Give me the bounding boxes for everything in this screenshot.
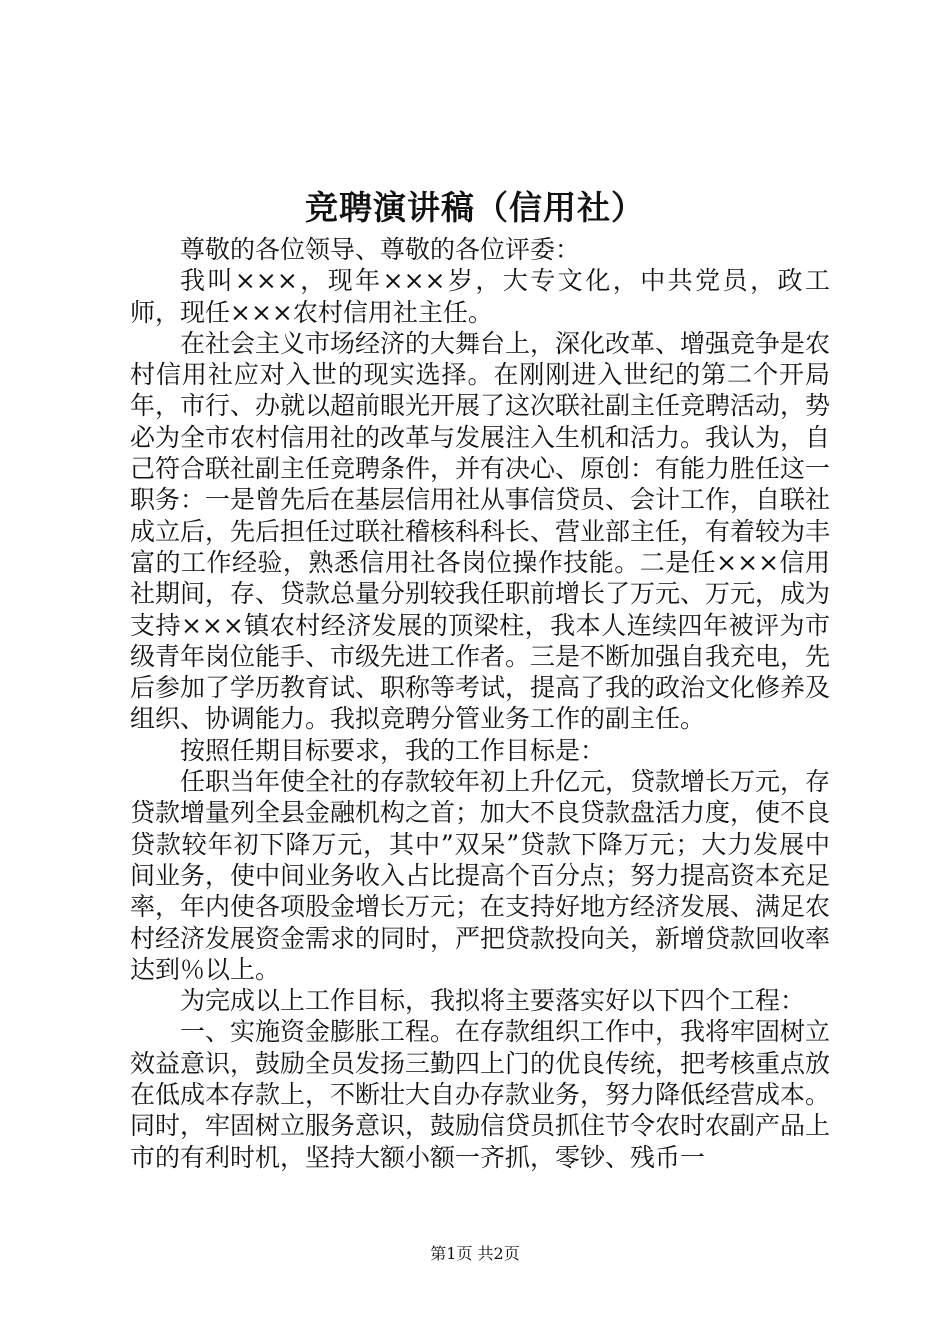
page-number-footer: 第1页 共2页 [430, 1244, 520, 1263]
document-title: 竞聘演讲稿（信用社） [305, 188, 645, 227]
qualifications-paragraph: 在社会主义市场经济的大舞台上，深化改革、增强竞争是农村信用社应对入世的现实选择。在刚刚进入世纪的第二个开局年，市行、办就以超前眼光开展了这次联社副主任竞聘活动，势必为全市农村信用社的改革与发展注入生机和活力。我认为，自己符合联社副主任竞聘条件，并有决心、原创：有能力胜任这一职务：一是曾先后在基层信用社从事信贷员、会计工作，自联社成立后，先后担任过联社稽核科科长、营业部主任，有着较为丰富的工作经验，熟悉信用社各岗位操作技能。二是任×××信用社期间，存、贷款总量分别较我任职前增长了万元、万元，成为支持×××镇农村经济发展的顶梁柱，我本人连续四年被评为市级青年岗位能手、市级先进工作者。三是不断加强自我充电，先后参加了学历教育试、职称等考试，提高了我的政治文化修养及组织、协调能力。我拟竞聘分管业务工作的副主任。 [130, 328, 831, 734]
project-one-paragraph: 一、实施资金膨胀工程。在存款组织工作中，我将牢固树立效益意识，鼓励全员发扬三勤四上门的优良传统，把考核重点放在低成本存款上，不断壮大自办存款业务，努力降低经营成本。同时，牢固树立服务意识，鼓励信贷员抓住节令农时农副产品上市的有利时机，坚持大额小额一齐抓，零钞、残币一 [130, 1017, 831, 1172]
document-body [130, 234, 830, 1173]
goals-paragraph: 任职当年使全社的存款较年初上升亿元，贷款增长万元，存贷款增量列全县金融机构之首；加大不良贷款盘活力度，使不良贷款较年初下降万元，其中”双呆”贷款下降万元；大力发展中间业务，使中间业务收入占比提高个百分点；努力提高资本充足率，年内使各项股金增长万元；在支持好地方经济发展、满足农村经济发展资金需求的同时，严把贷款投向关，新增贷款回收率达到％以上。 [130, 767, 831, 984]
projects-heading-paragraph: 为完成以上工作目标，我拟将主要落实好以下四个工程： [180, 986, 806, 1016]
salutation-paragraph: 尊敬的各位领导、尊敬的各位评委： [180, 235, 581, 264]
goals-heading-paragraph: 按照任期目标要求，我的工作目标是： [180, 735, 606, 765]
introduction-paragraph: 我叫×××，现年×××岁，大专文化，中共党员，政工师，现任×××农村信用社主任。 [130, 266, 830, 327]
